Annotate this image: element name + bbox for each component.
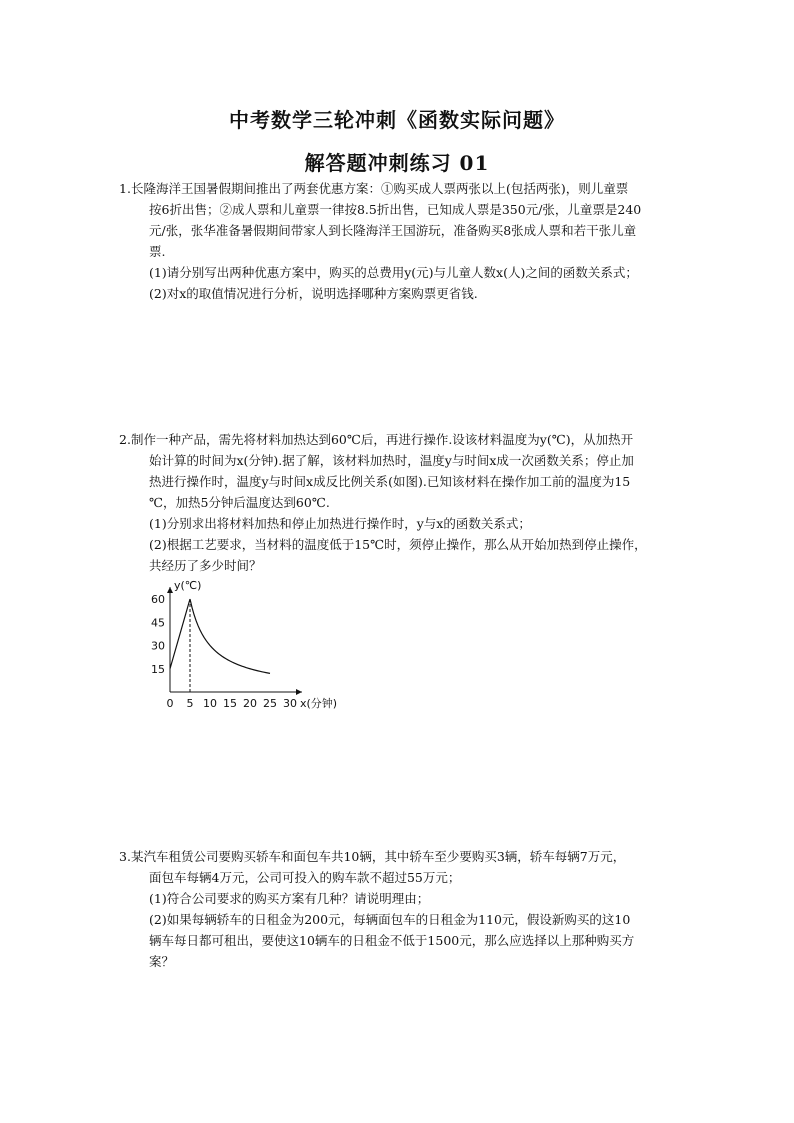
- x-tick-label: 5: [186, 697, 194, 710]
- cooling-curve: [190, 599, 270, 673]
- question-3-line: 面包车每辆4万元，公司可投入的购车款不超过55万元；: [149, 870, 461, 885]
- x-tick-label: 25: [263, 697, 277, 710]
- question-2-line: 始计算的时间为x(分钟).据了解，该材料加热时，温度y与时间x成一次函数关系；停止加: [149, 453, 634, 468]
- question-2-line: 热进行操作时，温度y与时间x成反比例关系(如图).已知该材料在操作加工前的温度为15: [149, 474, 631, 489]
- x-axis-label: x(分钟): [300, 697, 338, 710]
- y-tick-label: 30: [151, 639, 165, 653]
- question-3-part-2-cont: 案？: [149, 954, 175, 969]
- question-2-number: 2.: [119, 432, 131, 447]
- x-tick-label: 0: [166, 697, 174, 710]
- question-3-line: 3.某汽车租赁公司要购买轿车和面包车共10辆，其中轿车至少要购买3辆，轿车每辆7万元，: [119, 849, 626, 864]
- temperature-chart: [140, 575, 360, 715]
- question-1-part-2: (2)对x的取值情况进行分析，说明选择哪种方案购票更省钱.: [149, 286, 478, 301]
- question-3-part-2-cont: 辆车每日都可租出，要使这10辆车的日租金不低于1500元，那么应选择以上那种购买方: [149, 933, 635, 948]
- question-2: [119, 429, 699, 576]
- y-axis-arrow: [167, 587, 173, 593]
- y-tick-label: 15: [151, 662, 165, 676]
- page-subtitle: 解答题冲刺练习 01: [304, 151, 490, 175]
- x-tick-label: 30: [283, 697, 297, 710]
- question-1: [119, 178, 699, 304]
- question-3-part-2: (2)如果每辆轿车的日租金为200元，每辆面包车的日租金为110元，假设新购买的这10: [149, 912, 631, 927]
- question-3-number: 3.: [119, 849, 131, 864]
- question-2-line: 2.制作一种产品，需先将材料加热达到60℃后，再进行操作.设该材料温度为y(℃)，从加热开: [119, 432, 634, 447]
- x-tick-label: 20: [243, 697, 257, 710]
- question-2-part-2: (2)根据工艺要求，当材料的温度低于15℃时，须停止操作，那么从开始加热到停止操作，: [149, 537, 647, 552]
- question-1-number: 1.: [119, 181, 131, 196]
- y-tick-label: 45: [151, 616, 165, 630]
- question-1-line: 1.长隆海洋王国暑假期间推出了两套优惠方案：①购买成人票两张以上(包括两张)，则儿童票: [119, 181, 629, 196]
- question-1-line: 票.: [149, 244, 166, 259]
- question-2-line: ℃，加热5分钟后温度达到60℃.: [149, 495, 330, 510]
- question-3: [119, 846, 699, 972]
- x-tick-label: 10: [203, 697, 217, 710]
- question-1-part-1: (1)请分别写出两种优惠方案中，购买的总费用y(元)与儿童人数x(人)之间的函数关系式；: [149, 265, 638, 280]
- question-3-part-1: (1)符合公司要求的购买方案有几种？请说明理由；: [149, 891, 430, 906]
- question-1-line: 按6折出售；②成人票和儿童票一律按8.5折出售，已知成人票是350元/张，儿童票是240: [149, 202, 642, 217]
- question-2-part-2-cont: 共经历了多少时间？: [149, 558, 262, 573]
- question-2-part-1: (1)分别求出将材料加热和停止加热进行操作时，y与x的函数关系式；: [149, 516, 531, 531]
- question-1-line: 元/张，张华准备暑假期间带家人到长隆海洋王国游玩，准备购买8张成人票和若干张儿童: [149, 223, 637, 238]
- page-title: 中考数学三轮冲刺《函数实际问题》: [229, 108, 565, 132]
- x-tick-label: 15: [223, 697, 237, 710]
- y-tick-label: 60: [151, 593, 165, 606]
- heating-line: [170, 599, 190, 669]
- y-axis-label: y(℃): [174, 579, 202, 592]
- x-axis-arrow: [296, 689, 302, 695]
